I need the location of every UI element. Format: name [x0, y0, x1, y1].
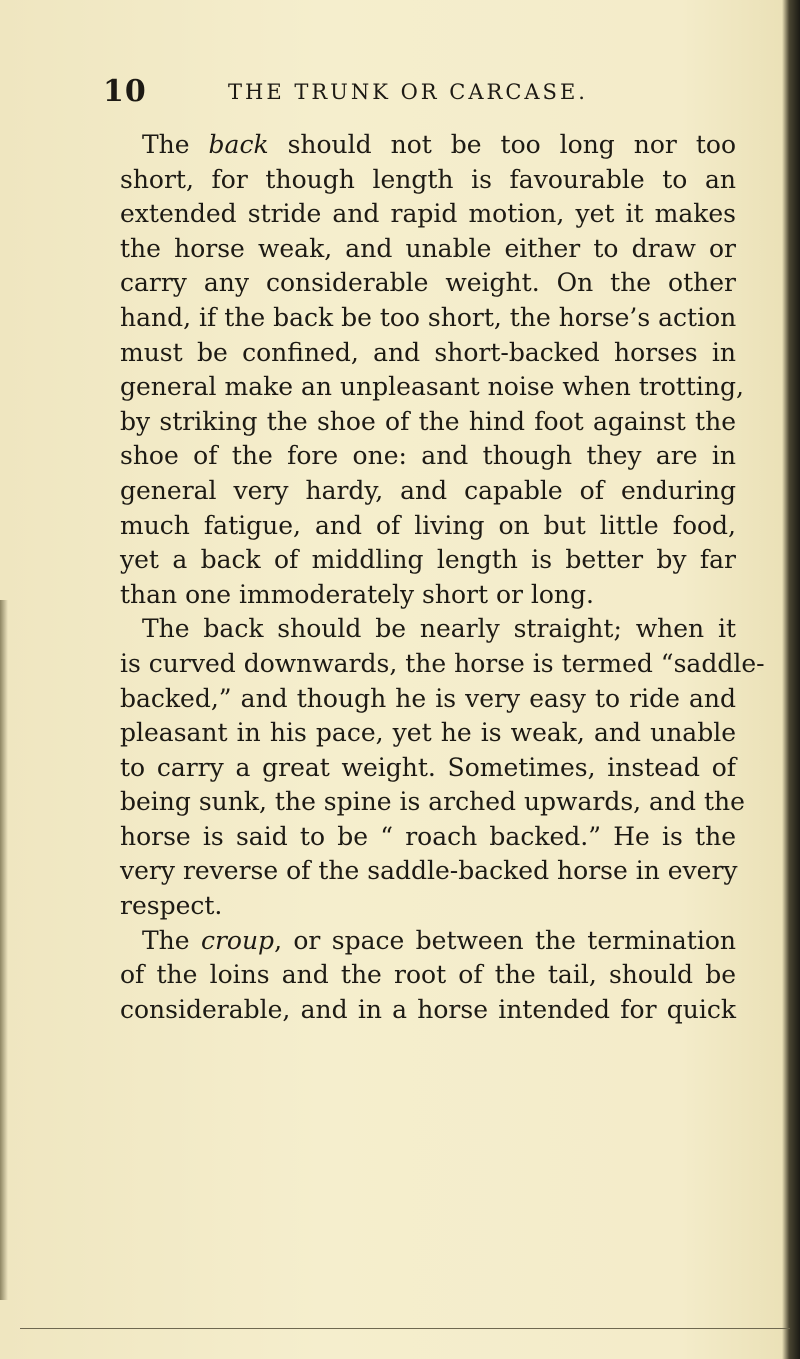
text-line: of the loins and the root of the tail, should be [120, 960, 736, 990]
text-line: general very hardy, and capable of enduring [120, 475, 736, 505]
text-line: pleasant in his pace, yet he is weak, and unable [120, 718, 736, 748]
paragraph [120, 612, 765, 923]
page-edge-shadow [0, 600, 8, 1300]
text-line: is curved downwards, the horse is termed “saddle- [120, 648, 765, 678]
text-line: carry any considerable weight. On the other [120, 268, 736, 298]
text-line: horse is said to be “ roach backed.” He is the [120, 821, 736, 851]
text-line: very reverse of the saddle-backed horse in every [120, 856, 738, 886]
text-line: hand, if the back be too short, the horse’s action [120, 302, 737, 332]
emphasis-croup: croup [200, 925, 275, 955]
text-line: The croup, or space between the termination [142, 925, 736, 955]
text-line: the horse weak, and unable either to draw or [120, 233, 736, 263]
text-line: yet a back of middling length is better by far [120, 545, 736, 575]
body-text [120, 128, 765, 1027]
text-line: to carry a great weight. Sometimes, instead of [120, 752, 736, 782]
text-line: general make an unpleasant noise when trotting, [120, 372, 744, 402]
text-line: shoe of the fore one: and though they are in [120, 441, 736, 471]
page-bottom-edge [20, 1328, 790, 1329]
page-header [103, 74, 740, 114]
text-line: The back should not be too long nor too [142, 130, 736, 159]
emphasis-back: back [208, 130, 269, 159]
binding-shadow [782, 0, 800, 1359]
text-line: backed,” and though he is very easy to ride and [120, 683, 736, 713]
text-line: considerable, and in a horse intended for quick [120, 994, 736, 1024]
text-line: The back should be nearly straight; when it [142, 614, 736, 644]
page-number: 10 [103, 74, 147, 109]
text-line: must be confined, and short-backed horses in [120, 337, 736, 367]
text-line: extended stride and rapid motion, yet it makes [120, 199, 736, 229]
text-line: than one immoderately short or long. [120, 579, 594, 609]
text-line: much fatigue, and of living on but little food, [120, 510, 736, 540]
paragraph [120, 924, 736, 1028]
paragraph [120, 128, 744, 612]
text-line: by striking the shoe of the hind foot against the [120, 406, 736, 436]
text-line: short, for though length is favourable to an [120, 164, 736, 194]
text-line: respect. [120, 891, 223, 921]
running-head: THE TRUNK OR CARCASE. [228, 80, 588, 104]
text-line: being sunk, the spine is arched upwards, and the [120, 787, 745, 817]
